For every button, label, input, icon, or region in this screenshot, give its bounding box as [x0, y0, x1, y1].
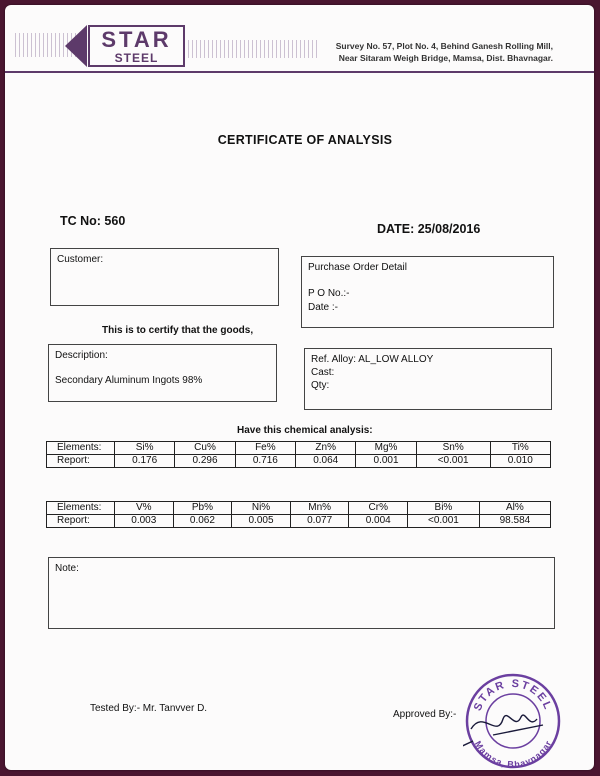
- value-cell: 0.010: [490, 455, 550, 468]
- element-cell: Cr%: [349, 502, 408, 515]
- value-cell: 0.176: [115, 455, 175, 468]
- value-cell: 0.001: [356, 455, 416, 468]
- table-row: [47, 442, 551, 455]
- customer-label: Customer:: [57, 254, 104, 265]
- header-divider: [5, 71, 594, 73]
- element-cell: Cu%: [175, 442, 235, 455]
- stamp-inner-ring: [486, 694, 540, 748]
- element-cell: Zn%: [296, 442, 356, 455]
- analysis-table-2: [46, 501, 551, 528]
- value-cell: 0.005: [232, 515, 291, 528]
- report-header: Report:: [47, 455, 115, 468]
- approved-by: Approved By:-: [393, 709, 457, 720]
- stamp-top-text: STAR STEEL: [471, 677, 555, 713]
- table-row: [47, 515, 551, 528]
- report-header: Report:: [47, 515, 115, 528]
- company-address: [323, 40, 553, 64]
- element-cell: Mg%: [356, 442, 416, 455]
- company-logo: [88, 25, 185, 67]
- purchase-order-heading: Purchase Order Detail: [308, 262, 407, 273]
- chemical-analysis-heading: Have this chemical analysis:: [237, 425, 373, 436]
- description-value: Secondary Aluminum Ingots 98%: [55, 375, 203, 386]
- element-cell: Ni%: [232, 502, 291, 515]
- element-cell: Pb%: [173, 502, 232, 515]
- ref-alloy: Ref. Alloy: AL_LOW ALLOY: [311, 354, 434, 365]
- element-cell: Ti%: [490, 442, 550, 455]
- description-box: [48, 344, 277, 402]
- description-label: Description:: [55, 350, 108, 361]
- note-label: Note:: [55, 563, 79, 574]
- alloy-box: [304, 348, 552, 410]
- header-hatch-right: [188, 40, 318, 58]
- qty-label: Qty:: [311, 380, 330, 391]
- value-cell: <0.001: [416, 455, 490, 468]
- elements-header: Elements:: [47, 442, 115, 455]
- po-date-label: Date :-: [308, 302, 339, 313]
- element-cell: Fe%: [235, 442, 295, 455]
- value-cell: 0.077: [290, 515, 349, 528]
- logo-star-text: STAR: [101, 27, 172, 52]
- certify-statement: This is to certify that the goods,: [102, 325, 254, 336]
- company-stamp: [463, 669, 563, 770]
- address-line-2: Near Sitaram Weigh Bridge, Mamsa, Dist. Bhavnagar.: [338, 53, 553, 63]
- element-cell: Bi%: [408, 502, 480, 515]
- logo-arrow-icon: [65, 25, 87, 67]
- purchase-order-box: [301, 256, 554, 328]
- value-cell: 0.296: [175, 455, 235, 468]
- stamp-bottom-text: Mamsa, Bhavnagar: [472, 739, 554, 770]
- certificate-page: [5, 5, 594, 770]
- value-cell: 0.064: [296, 455, 356, 468]
- elements-header: Elements:: [47, 502, 115, 515]
- address-line-1: Survey No. 57, Plot No. 4, Behind Ganesh Rolling Mill,: [335, 41, 553, 51]
- tested-by: Tested By:- Mr. Tanvver D.: [90, 703, 208, 714]
- logo-steel-text: STEEL: [114, 51, 159, 65]
- customer-box: [50, 248, 279, 306]
- value-cell: <0.001: [408, 515, 480, 528]
- cast-label: Cast:: [311, 367, 335, 378]
- element-cell: Sn%: [416, 442, 490, 455]
- value-cell: 98.584: [479, 515, 550, 528]
- value-cell: 0.716: [235, 455, 295, 468]
- note-box: [48, 557, 555, 629]
- table-row: [47, 502, 551, 515]
- element-cell: Si%: [115, 442, 175, 455]
- element-cell: Al%: [479, 502, 550, 515]
- table-row: [47, 455, 551, 468]
- element-cell: V%: [115, 502, 174, 515]
- certificate-date: DATE: 25/08/2016: [377, 222, 481, 236]
- po-number-label: P O No.:-: [308, 288, 350, 299]
- document-title: CERTIFICATE OF ANALYSIS: [217, 133, 393, 147]
- tc-number: TC No: 560: [60, 214, 126, 228]
- value-cell: 0.003: [115, 515, 174, 528]
- element-cell: Mn%: [290, 502, 349, 515]
- value-cell: 0.004: [349, 515, 408, 528]
- analysis-table-1: [46, 441, 551, 468]
- value-cell: 0.062: [173, 515, 232, 528]
